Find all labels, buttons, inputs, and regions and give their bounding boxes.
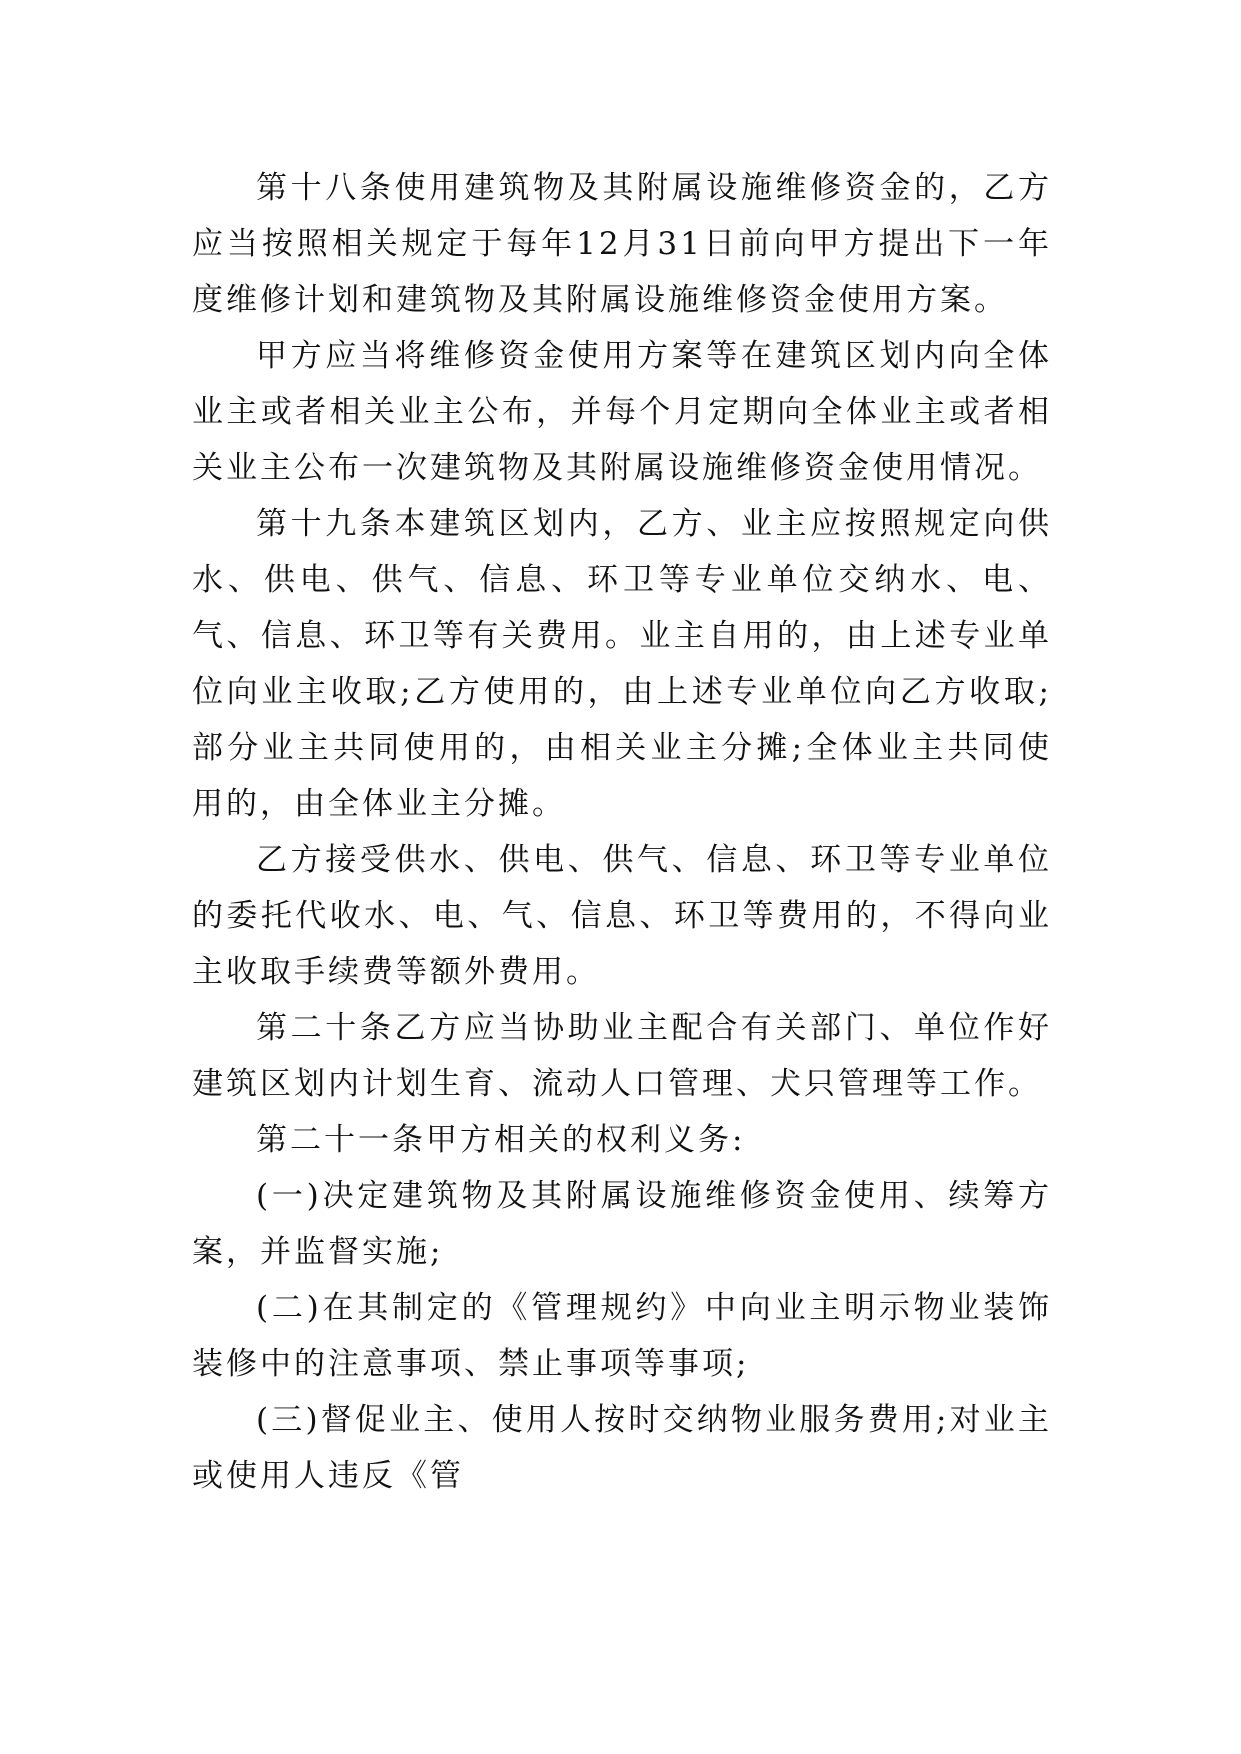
paragraph-collection-fees: 乙方接受供水、供电、供气、信息、环卫等专业单位的委托代收水、电、气、信息、环卫等费用的，不得向业主收取手续费等额外费用。 <box>192 842 1052 990</box>
list-item-1: (一)决定建筑物及其附属设施维修资金使用、续筹方案，并监督实施; <box>192 1178 1052 1270</box>
list-item-2: (二)在其制定的《管理规约》中向业主明示物业装饰装修中的注意事项、禁止事项等事项; <box>192 1290 1052 1382</box>
paragraph-maintenance-fund-disclosure: 甲方应当将维修资金使用方案等在建筑区划内向全体业主或者相关业主公布，并每个月定期向全体业主或者相关业主公布一次建筑物及其附属设施维修资金使用情况。 <box>192 338 1052 486</box>
document-body <box>192 160 1052 1504</box>
paragraph-article-21: 第二十一条甲方相关的权利义务: <box>256 1122 746 1158</box>
paragraph-article-19: 第十九条本建筑区划内，乙方、业主应按照规定向供水、供电、供气、信息、环卫等专业单位交纳水、电、气、信息、环卫等有关费用。业主自用的，由上述专业单位向业主收取;乙方使用的，由上述专业单位向乙方收取;部分业主共同使用的，由相关业主分摊;全体业主共同使用的，由全体业主分摊。 <box>192 506 1052 822</box>
list-item-3: (三)督促业主、使用人按时交纳物业服务费用;对业主或使用人违反《管 <box>192 1402 1052 1494</box>
paragraph-article-20: 第二十条乙方应当协助业主配合有关部门、单位作好建筑区划内计划生育、流动人口管理、犬只管理等工作。 <box>192 1010 1052 1102</box>
paragraph-article-18: 第十八条使用建筑物及其附属设施维修资金的，乙方应当按照相关规定于每年12月31日前向甲方提出下一年度维修计划和建筑物及其附属设施维修资金使用方案。 <box>192 170 1052 318</box>
